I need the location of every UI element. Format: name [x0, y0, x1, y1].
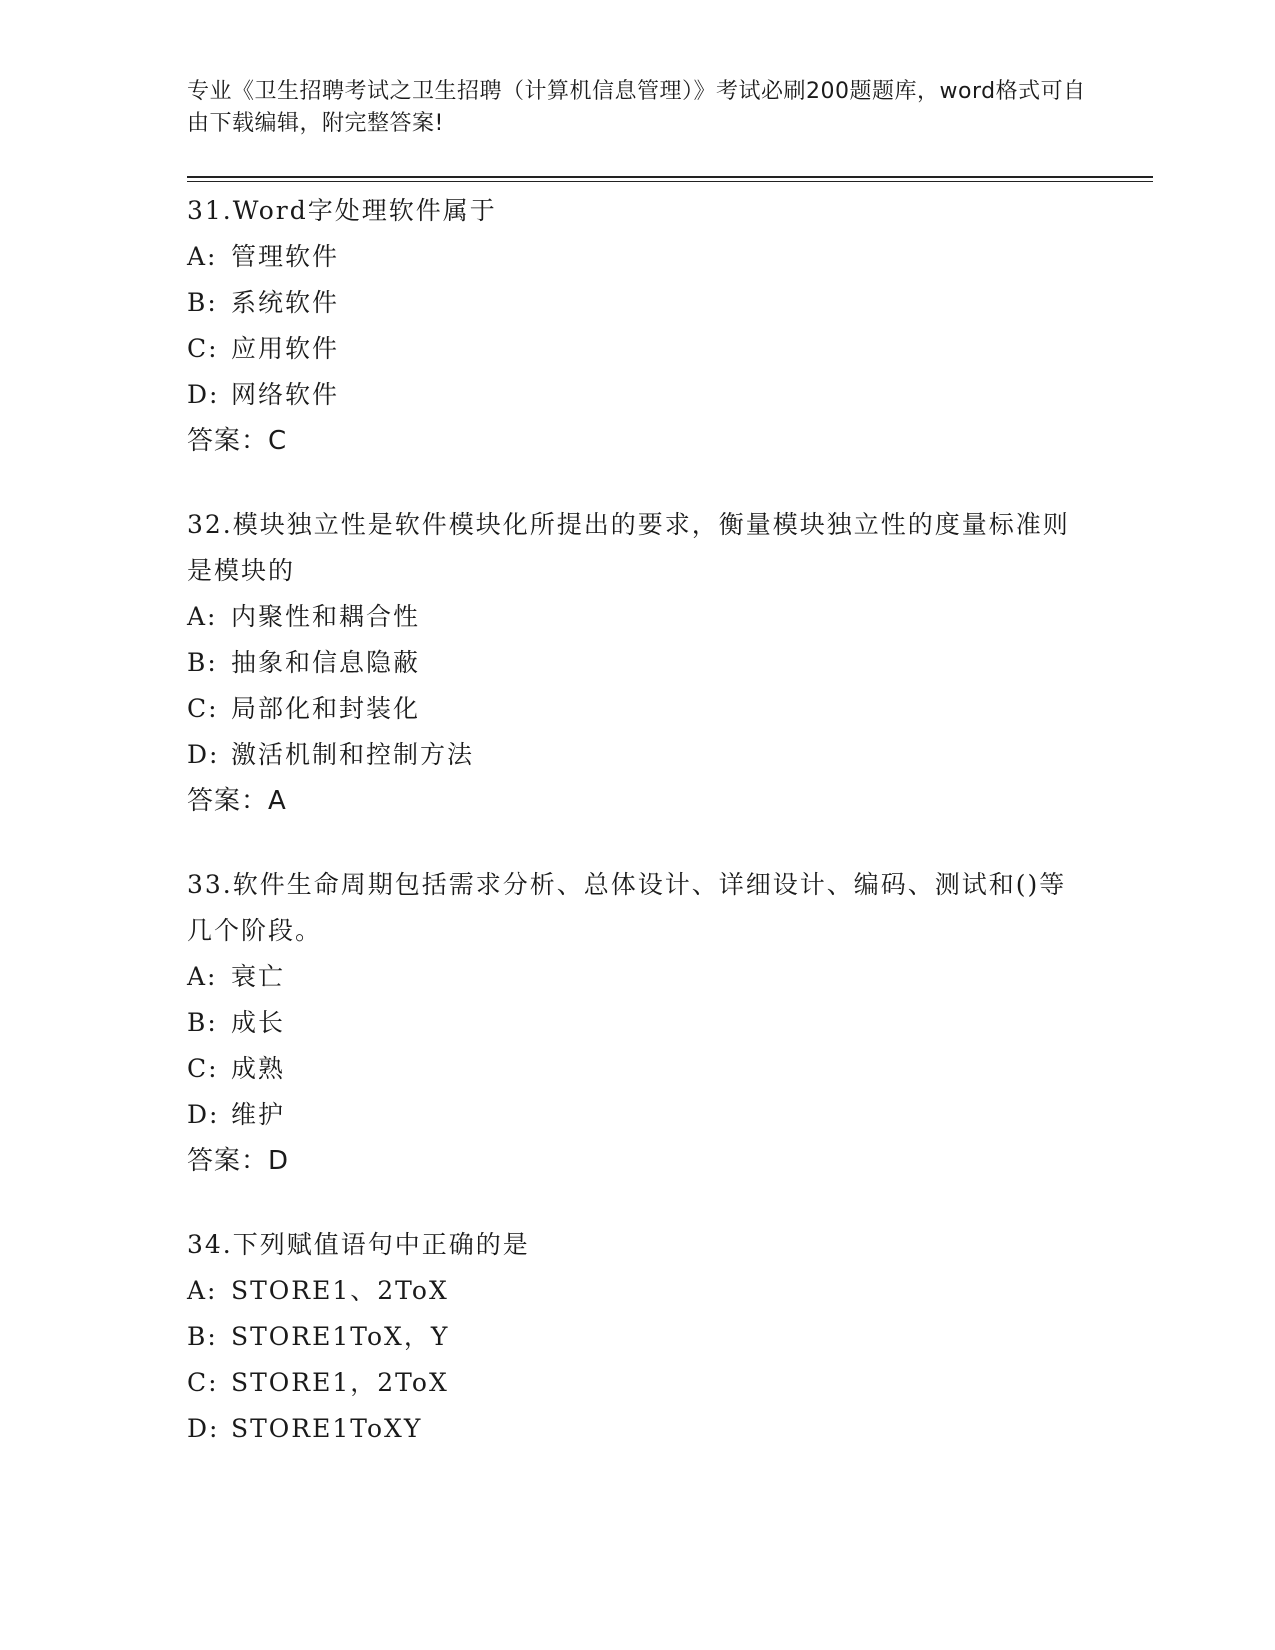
option-text: 网络软件	[231, 380, 340, 409]
option-d	[187, 1406, 1087, 1452]
option-key: C:	[187, 1368, 219, 1397]
header-divider	[187, 176, 1153, 182]
option-d	[187, 372, 1087, 418]
option-b	[187, 1000, 1087, 1046]
option-text: STORE1ToX，Y	[231, 1322, 450, 1351]
option-text: STORE1、2ToX	[231, 1276, 449, 1305]
document-page	[187, 76, 1147, 1490]
option-c	[187, 1046, 1087, 1092]
option-c	[187, 326, 1087, 372]
option-text: 内聚性和耦合性	[231, 602, 421, 631]
answer-line: 答案：A	[187, 786, 287, 816]
option-d	[187, 732, 1087, 778]
option-key: C:	[187, 694, 219, 723]
option-b	[187, 640, 1087, 686]
option-text: 成长	[231, 1008, 286, 1037]
option-key: D:	[187, 740, 220, 769]
option-text: 抽象和信息隐蔽	[231, 648, 421, 677]
option-c	[187, 686, 1087, 732]
option-key: D:	[187, 380, 220, 409]
option-text: STORE1ToXY	[231, 1414, 423, 1443]
option-key: D:	[187, 1100, 220, 1129]
option-key: D:	[187, 1414, 220, 1443]
option-a	[187, 594, 1087, 640]
question-stem: 33.软件生命周期包括需求分析、总体设计、详细设计、编码、测试和()等几个阶段。	[187, 870, 1067, 945]
question-stem: 32.模块独立性是软件模块化所提出的要求，衡量模块独立性的度量标准则是模块的	[187, 510, 1070, 585]
option-key: A:	[187, 1276, 218, 1305]
question-stem: 31.Word字处理软件属于	[187, 196, 497, 225]
answer-line: 答案：C	[187, 426, 288, 456]
option-key: B:	[187, 288, 218, 317]
option-text: STORE1，2ToX	[231, 1368, 449, 1397]
option-text: 衰亡	[231, 962, 286, 991]
option-key: A:	[187, 602, 218, 631]
document-intro: 专业《卫生招聘考试之卫生招聘（计算机信息管理）》考试必刷200题题库，word格式可自由下载编辑，附完整答案!	[187, 79, 1086, 136]
option-text: 系统软件	[231, 288, 340, 317]
option-c	[187, 1360, 1087, 1406]
answer-line: 答案：D	[187, 1146, 290, 1176]
option-text: 局部化和封装化	[231, 694, 421, 723]
question-32	[187, 502, 1147, 824]
option-text: 成熟	[231, 1054, 286, 1083]
option-text: 维护	[231, 1100, 286, 1129]
option-key: A:	[187, 962, 218, 991]
option-key: A:	[187, 242, 218, 271]
option-d	[187, 1092, 1087, 1138]
question-list	[187, 188, 1147, 1452]
option-key: C:	[187, 334, 219, 363]
option-key: C:	[187, 1054, 219, 1083]
option-key: B:	[187, 1008, 218, 1037]
option-b	[187, 280, 1087, 326]
option-b	[187, 1314, 1087, 1360]
option-key: B:	[187, 648, 218, 677]
question-31	[187, 188, 1147, 464]
question-stem: 34.下列赋值语句中正确的是	[187, 1230, 530, 1259]
option-a	[187, 234, 1087, 280]
question-34	[187, 1222, 1147, 1452]
option-a	[187, 1268, 1087, 1314]
question-33	[187, 862, 1147, 1184]
option-a	[187, 954, 1087, 1000]
option-text: 激活机制和控制方法	[231, 740, 475, 769]
option-text: 应用软件	[231, 334, 340, 363]
option-text: 管理软件	[231, 242, 340, 271]
option-key: B:	[187, 1322, 218, 1351]
